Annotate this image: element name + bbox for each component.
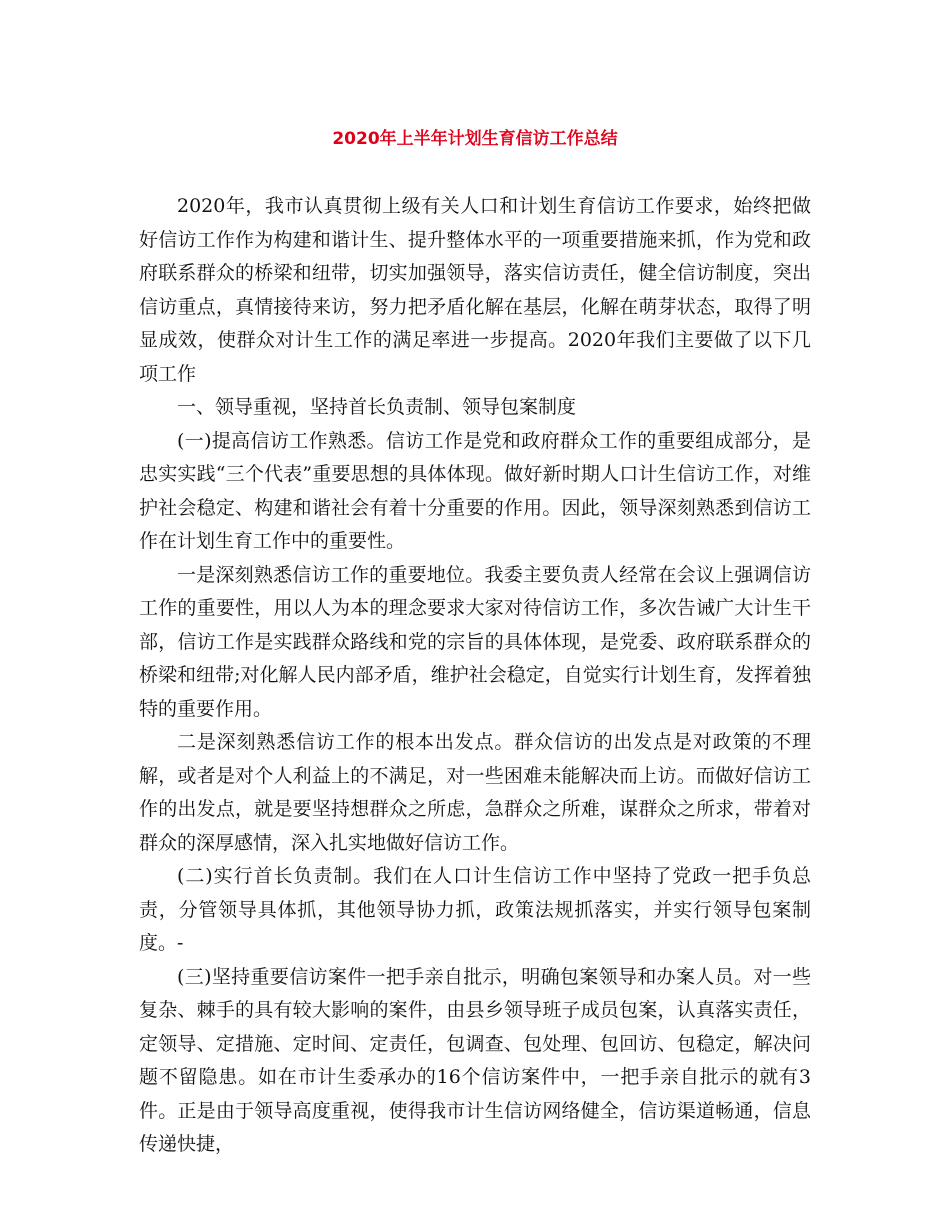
section-heading-1: 一、领导重视，坚持首长负责制、领导包案制度 (177, 396, 577, 418)
document-body (139, 190, 811, 1162)
paragraph-intro: 2020年，我市认真贯彻上级有关人口和计划生育信访工作要求，始终把做好信访工作作为构建和谐计生、提升整体水平的一项重要措施来抓，作为党和政府联系群众的桥梁和纽带，切实加强领导，落实信访责任，健全信访制度，突出信访重点，真情接待来访，努力把矛盾化解在基层，化解在萌芽状态，取得了明显成效，使群众对计生工作的满足率进一步提高。2020年我们主要做了以下几项工作 (139, 195, 811, 385)
document-title: 2020年上半年计划生育信访工作总结 (332, 129, 618, 149)
paragraph-point-2: 二是深刻熟悉信访工作的根本出发点。群众信访的出发点是对政策的不理解，或者是对个人利益上的不满足，对一些困难未能解决而上访。而做好信访工作的出发点，就是要坚持想群众之所虑，急群众之所难，谋群众之所求，带着对群众的深厚感情，深入扎实地做好信访工作。 (139, 731, 811, 854)
paragraph-sub-3: (三)坚持重要信访案件一把手亲自批示，明确包案领导和办案人员。对一些复杂、棘手的具有较大影响的案件，由县乡领导班子成员包案，认真落实责任，定领导、定措施、定时间、定责任，包调查、包处理、包回访、包稳定，解决问题不留隐患。如在市计生委承办的16个信访案件中，一把手亲自批示的就有3件。正是由于领导高度重视，使得我市计生信访网络健全，信访渠道畅通，信息传递快捷， (139, 965, 811, 1155)
paragraph-sub-2: (二)实行首长负责制。我们在人口计生信访工作中坚持了党政一把手负总责，分管领导具体抓，其他领导协力抓，政策法规抓落实，并实行领导包案制度。- (139, 865, 811, 954)
paragraph-sub-1: (一)提高信访工作熟悉。信访工作是党和政府群众工作的重要组成部分，是忠实实践“三个代表”重要思想的具体体现。做好新时期人口计生信访工作，对维护社会稳定、构建和谐社会有着十分重要的作用。因此，领导深刻熟悉到信访工作在计划生育工作中的重要性。 (139, 429, 811, 552)
paragraph-point-1: 一是深刻熟悉信访工作的重要地位。我委主要负责人经常在会议上强调信访工作的重要性，用以人为本的理念要求大家对待信访工作，多次告诫广大计生干部，信访工作是实践群众路线和党的宗旨的具体体现，是党委、政府联系群众的桥梁和纽带;对化解人民内部矛盾，维护社会稳定，自觉实行计划生育，发挥着独特的重要作用。 (139, 563, 811, 720)
